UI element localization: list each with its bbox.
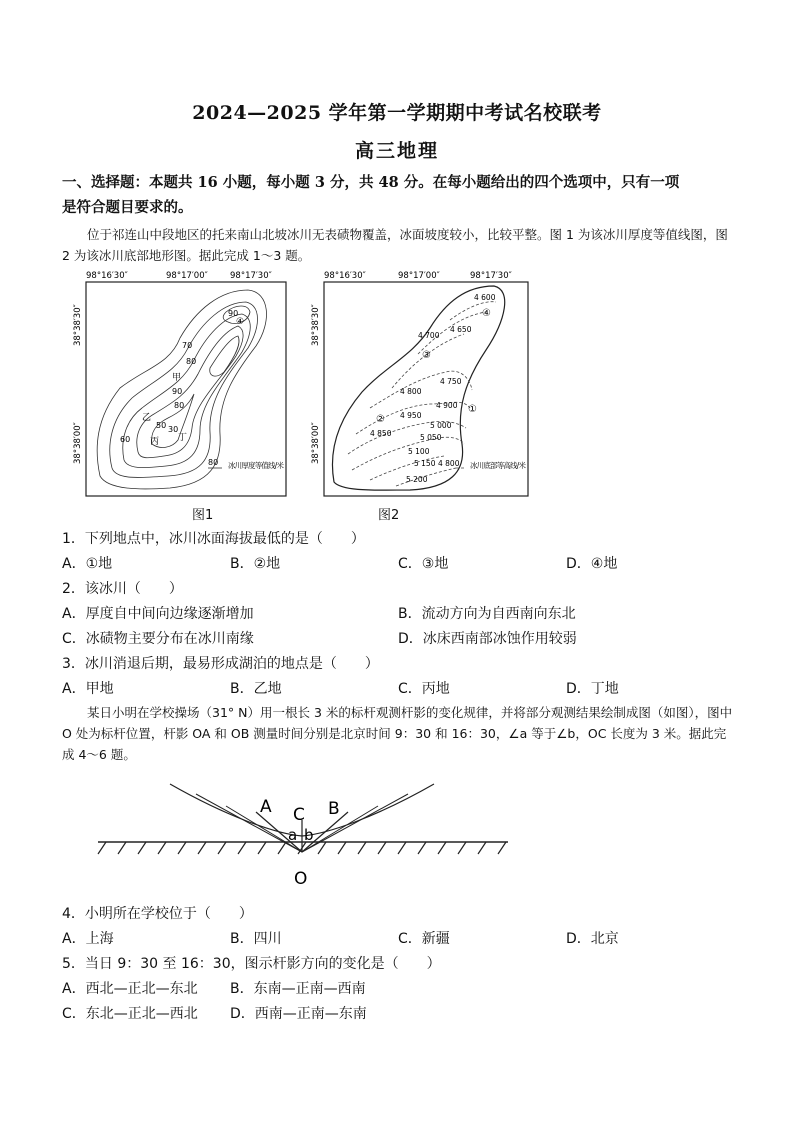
fig1-lat-1: 38°38′30″	[73, 304, 83, 346]
fig1-point-4: ④	[236, 317, 245, 327]
label-C: C	[293, 805, 305, 825]
fig1-point-ding: 丁	[178, 433, 188, 443]
fig1-contour-label-2: 70	[182, 341, 193, 350]
fig1-point-jia: 甲	[172, 373, 182, 383]
fig2-legend-value: 4 800	[438, 459, 460, 468]
fig1-point-bing: 丙	[150, 437, 160, 447]
question-1-options	[62, 553, 734, 573]
q1-option-a[interactable]: A．①地	[62, 556, 113, 572]
question-3-stem: 3．冰川消退后期，最易形成湖泊的地点是（ ）	[62, 656, 379, 672]
q3-option-c[interactable]: C．丙地	[398, 681, 450, 697]
question-3-options	[62, 678, 734, 698]
label-a: a	[288, 826, 298, 844]
fig2-contour-5000: 5 000	[430, 421, 452, 430]
label-b: b	[304, 826, 314, 844]
fig2-contour-4800: 4 800	[400, 387, 422, 396]
fig2-lon-3: 98°17′30″	[470, 271, 512, 281]
fig1-contour-label-4: 90	[172, 387, 183, 396]
q5-option-c[interactable]: C．东北—正北—西北	[62, 1006, 198, 1022]
label-O: O	[294, 869, 308, 889]
q4-option-c[interactable]: C．新疆	[398, 931, 450, 947]
fig1-lat-2: 38°38′00″	[73, 422, 83, 464]
q3-option-b[interactable]: B．乙地	[230, 681, 282, 697]
fig2-contour-4850: 4 850	[370, 429, 392, 438]
q5-option-d[interactable]: D．西南—正南—东南	[230, 1006, 367, 1022]
q1-option-d[interactable]: D．④地	[566, 556, 618, 572]
fig1-lon-3: 98°17′30″	[230, 271, 272, 281]
q3-option-d[interactable]: D．丁地	[566, 681, 619, 697]
fig2-contour-4750: 4 750	[440, 377, 462, 386]
q2-option-b[interactable]: B．流动方向为自西南向东北	[398, 606, 576, 622]
fig1-lon-2: 98°17′00″	[166, 271, 208, 281]
fig2-lat-2: 38°38′00″	[311, 422, 321, 464]
question-5-options-row-2	[62, 1003, 734, 1023]
fig2-contour-4700: 4 700	[418, 331, 440, 340]
fig1-contour-label-8: 80	[174, 401, 185, 410]
figure-3-shadow-diagram	[96, 776, 516, 892]
fig2-legend-text: 冰川底部等高线/米	[470, 461, 526, 470]
q2-option-a[interactable]: A．厚度自中间向边缘逐渐增加	[62, 606, 254, 622]
q1-option-c[interactable]: C．③地	[398, 556, 449, 572]
q5-option-a[interactable]: A．西北—正北—东北	[62, 981, 198, 997]
fig2-lat-1: 38°38′30″	[311, 304, 321, 346]
section-heading-line-2: 是符合题目要求的。	[62, 199, 193, 216]
fig2-contour-5200: 5 200	[406, 475, 428, 484]
question-4-options	[62, 928, 734, 948]
fig2-point-2: ②	[376, 414, 385, 425]
passage-1: 位于祁连山中段地区的托来南山北坡冰川无表碛物覆盖，冰面坡度较小，比较平整。图 1 为该冰川厚度等值线图，图 2 为该冰川底部地形图。据此完成 1～3 题。	[62, 227, 728, 263]
question-2-options-row-2	[62, 628, 734, 648]
fig2-lon-1: 98°16′30″	[324, 271, 366, 281]
question-5-stem: 5．当日 9：30 至 16：30，图示杆影方向的变化是（ ）	[62, 956, 441, 972]
passage-2: 某日小明在学校操场（31° N）用一根长 3 米的标杆观测杆影的变化规律，并将部分观测结果绘制成图（如图），图中 O 处为标杆位置，杆影 OA 和 OB 测量时间分别是北京时间 9：30 和 16：30，∠a 等于∠b，OC 长度为 3 米。据此完成 4～6 题。	[62, 705, 733, 762]
fig1-lon-1: 98°16′30″	[86, 271, 128, 281]
fig2-point-1: ①	[468, 404, 477, 415]
fig2-contour-5100: 5 100	[408, 447, 430, 456]
fig2-lon-2: 98°17′00″	[398, 271, 440, 281]
q5-option-b[interactable]: B．东南—正南—西南	[230, 981, 366, 997]
q4-option-b[interactable]: B．四川	[230, 931, 282, 947]
q2-option-c[interactable]: C．冰碛物主要分布在冰川南缘	[62, 631, 254, 647]
label-B: B	[328, 799, 340, 819]
exam-title: 2024—2025 学年第一学期期中考试名校联考	[192, 102, 602, 124]
fig1-legend-text: 冰川厚度等值线/米	[228, 461, 284, 470]
figure-1-caption: 图1	[192, 508, 214, 523]
fig2-contour-4900: 4 900	[436, 401, 458, 410]
fig1-point-yi: 乙	[142, 413, 152, 423]
fig1-contour-label-6: 50	[156, 421, 167, 430]
fig2-contour-4650: 4 650	[450, 325, 472, 334]
figure-1-glacier-thickness-map	[60, 268, 290, 500]
fig1-contour-label-3: 80	[186, 357, 197, 366]
fig1-contour-label-7: 30	[168, 425, 179, 434]
section-heading	[62, 170, 734, 220]
q4-option-d[interactable]: D．北京	[566, 931, 619, 947]
question-5-options-row-1	[62, 978, 734, 998]
figure-2-glacier-bed-map	[300, 268, 532, 500]
q1-option-b[interactable]: B．②地	[230, 556, 281, 572]
fig1-contour-label-5: 60	[120, 435, 131, 444]
question-2-options-row-1	[62, 603, 734, 623]
fig2-contour-4950: 4 950	[400, 411, 422, 420]
fig2-point-4: ④	[482, 308, 491, 319]
question-2-stem: 2．该冰川（ ）	[62, 581, 183, 597]
question-1-stem: 1．下列地点中，冰川冰面海拔最低的是（ ）	[62, 531, 365, 547]
fig2-point-3: ③	[422, 350, 431, 361]
label-A: A	[260, 797, 272, 817]
fig1-legend-value: 80	[208, 458, 219, 467]
q2-option-d[interactable]: D．冰床西南部冰蚀作用较弱	[398, 631, 577, 647]
question-4-stem: 4．小明所在学校位于（ ）	[62, 906, 253, 922]
q3-option-a[interactable]: A．甲地	[62, 681, 114, 697]
figure-2-caption: 图2	[378, 508, 400, 523]
fig2-contour-5050: 5 050	[420, 433, 442, 442]
section-heading-line-1: 一、选择题：本题共 16 小题，每小题 3 分，共 48 分。在每小题给出的四个选项中，只有一项	[62, 174, 680, 191]
fig2-contour-4600: 4 600	[474, 293, 496, 302]
q4-option-a[interactable]: A．上海	[62, 931, 114, 947]
exam-subject: 高三地理	[354, 140, 439, 162]
fig2-contour-5150: 5 150	[414, 459, 436, 468]
fig1-contour-label-1: 90	[228, 309, 239, 318]
